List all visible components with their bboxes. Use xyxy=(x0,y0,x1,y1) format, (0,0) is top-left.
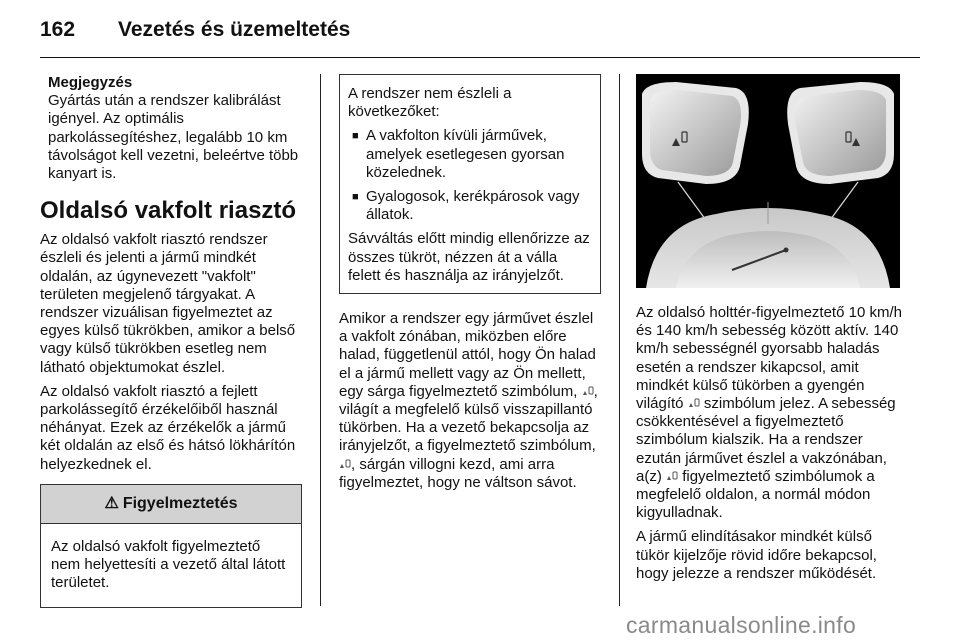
warning-header xyxy=(41,485,301,524)
section-heading: Oldalsó vakfolt riasztó xyxy=(40,197,297,225)
page-number: 162 xyxy=(40,18,76,41)
limitations-outro: Sávváltás előtt mindig ellenőrizze az összes tükröt, nézzen át a válla felett és használja az irányjelzőt. xyxy=(348,230,590,284)
note-text: Gyártás után a rendszer kalibrálást igényel. Az optimális parkolássegítéshez, legalább 10 km távolságot kell vezetni, beleértve több kanyart is. xyxy=(48,92,299,183)
warning-text: Az oldalsó vakfolt figyelmeztető nem helyettesíti a vezető által látott területet. xyxy=(51,538,286,592)
column-1 xyxy=(40,74,302,608)
paragraph-intro: Az oldalsó vakfolt riasztó rendszer észleli és jelenti a jármű mindkét oldalán, az úgynevezett "vakfolt" területen megjelenő tárgyakat. A rendszer vizuálisan figyelmeztet az egyes külső tükrökben, amikor a belső vagy külső tükrökben esetleg nem látható objektumokat észlel. xyxy=(40,231,296,376)
paragraph-startup: A jármű elindításakor mindkét külső tükör kijelzője rövid időre bekapcsol, hogy jelezze a rendszer működését. xyxy=(636,528,877,582)
limitations-list xyxy=(348,127,592,224)
warning-triangle-icon: ⚠ xyxy=(104,494,119,512)
blind-spot-warning-icon xyxy=(339,459,351,470)
column-3 xyxy=(636,74,904,589)
page-title: Vezetés és üzemeltetés xyxy=(118,18,351,41)
car-mirrors-illustration xyxy=(636,74,900,288)
limitations-box xyxy=(339,74,601,294)
note-title: Megjegyzés xyxy=(48,74,133,91)
column-2 xyxy=(339,74,601,498)
watermark: carmanualsonline.info xyxy=(626,612,857,638)
blind-spot-warning-icon xyxy=(666,471,678,482)
header-rule xyxy=(40,57,920,58)
paragraph-sensors: Az oldalsó vakfolt riasztó a fejlett parkolássegítő érzékelőiből használ néhányat. Ezek az érzékelők a jármű két oldalán az első és hátsó lökhárítón helyezkednek el. xyxy=(40,382,296,473)
column-divider-2 xyxy=(619,74,620,606)
list-item: ■ Gyalogosok, kerékpárosok vagy állatok. xyxy=(352,188,580,224)
list-item: ■ A vakfolton kívüli járművek, amelyek esetlegesen gyorsan közelednek. xyxy=(352,127,565,181)
blind-spot-warning-icon xyxy=(582,386,594,397)
blind-spot-warning-icon xyxy=(688,398,700,409)
bullet-icon: ■ xyxy=(352,130,359,143)
page-header xyxy=(40,14,920,58)
mirror-illustration xyxy=(636,74,900,288)
warning-box xyxy=(40,484,302,608)
column-divider-1 xyxy=(320,74,321,606)
paragraph-detection: Amikor a rendszer egy járművet észlel a vakfolt zónában, miközben előre halad, függetlenül attól, hogy Ön halad el a jármű mellett vagy az Ön mellett, egy sárga figyelmeztető szimbólum, , világít a megfelelő külső visszapillantó tükörben. Ha a vezető bekapcsolja az irányjelzőt, a figyelmeztető szimbólum, , sárgán villogni kezd, ami arra figyelmeztet, hogy ne váltson sávot. xyxy=(339,310,598,491)
bullet-icon: ■ xyxy=(352,191,359,204)
limitations-intro: A rendszer nem észleli a következőket: xyxy=(348,85,512,121)
warning-title: Figyelmeztetés xyxy=(122,494,238,512)
paragraph-speed-range: Az oldalsó holttér-figyelmeztető 10 km/h és 140 km/h sebesség között aktív. 140 km/h sebességnél gyorsabb haladás esetén a rendszer kikapcsol, amit mindkét külső tükörben a gyengén világító szimbólum jelez. A sebesség csökkentésével a figyelmeztető szimbólum kialszik. Ha a rendszer ezután járművet észlel a vakzónában, a(z) figyelmeztető szimbólumok a megfelelő oldalon, a normál módon kigyulladnak. xyxy=(636,304,902,522)
